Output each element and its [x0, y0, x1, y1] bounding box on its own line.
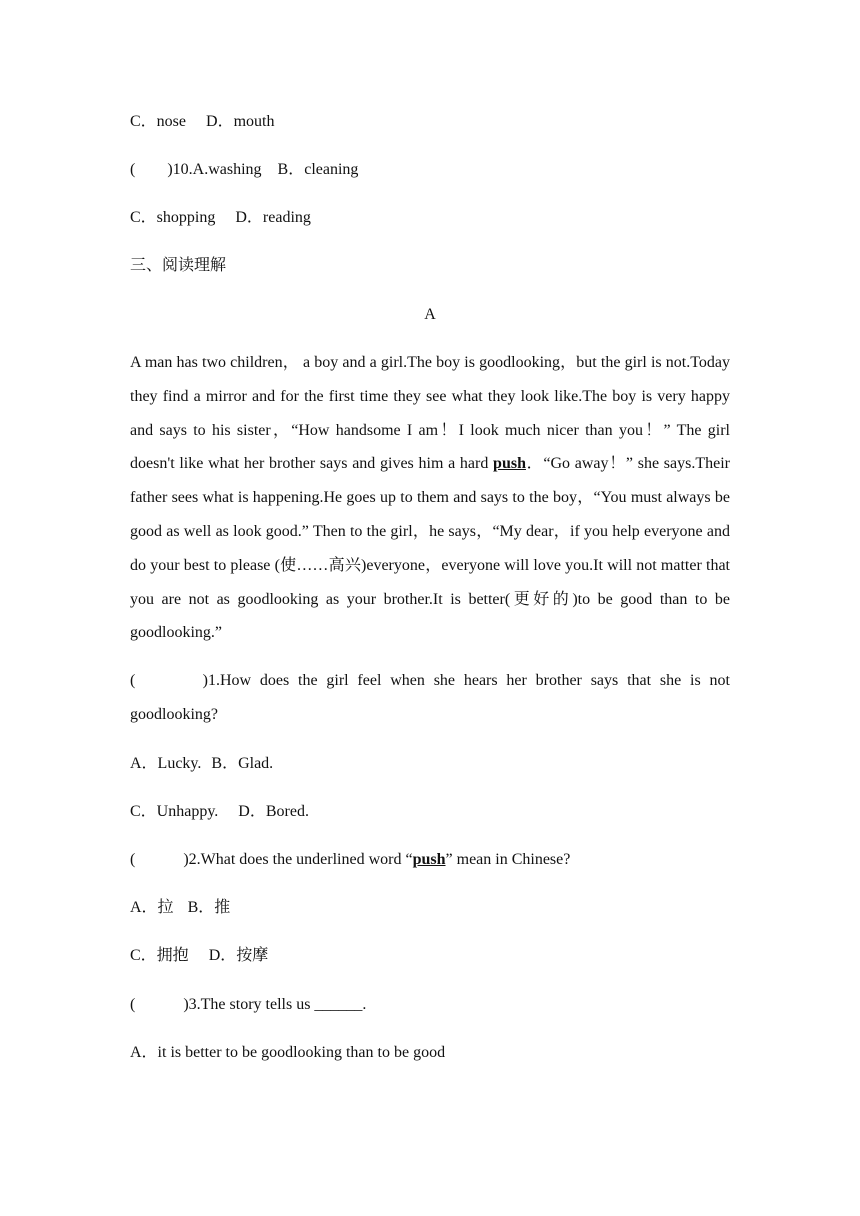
passage-label: A	[424, 306, 436, 323]
option-d: D．reading	[235, 209, 311, 226]
q10-options-cd	[130, 208, 311, 228]
underlined-word: push	[412, 851, 446, 868]
passage-part-1: A man has two children， a boy and a girl.The boy is goodlooking，but the girl is not.Today they find a mirror and for the first time they see what they look like.The boy is very happy and says to his sister，“How handsome I am！I look much nicer than you！” The girl doesn't like what her brother says and gives him a hard	[130, 354, 730, 473]
q1-options-ab	[130, 754, 273, 774]
option-d: D．Bored.	[238, 803, 309, 820]
question-2-stem-before: ( )2.What does the underlined word “	[130, 851, 413, 868]
q2-options-ab	[130, 898, 230, 918]
option-c: C．shopping	[130, 209, 216, 226]
option-c: C．Unhappy.	[130, 803, 219, 820]
option-d: D．按摩	[208, 947, 269, 964]
option-c: C．拥抱	[130, 947, 189, 964]
section-heading: 三、阅读理解	[130, 257, 227, 274]
question-10	[130, 160, 358, 180]
option-b: B．推	[187, 899, 231, 916]
option-b: B．Glad.	[211, 755, 274, 772]
underlined-word: push	[493, 455, 526, 473]
question-2-stem	[130, 850, 570, 870]
question-2-stem-after: ” mean in Chinese?	[445, 851, 571, 868]
option-b: B．cleaning	[277, 161, 359, 178]
q9-options-cd	[130, 112, 274, 132]
q2-options-cd	[130, 946, 268, 966]
option-d: D．mouth	[206, 113, 275, 130]
q1-options-cd	[130, 802, 309, 822]
reading-passage	[130, 346, 730, 650]
question-10-stem: ( )10.A.washing	[130, 161, 262, 178]
question-3-stem: ( )3.The story tells us ______.	[130, 996, 367, 1013]
option-a: A．拉	[130, 899, 174, 916]
option-a: A．Lucky.	[130, 755, 202, 772]
question-1-stem: ( )1.How does the girl feel when she hears her brother says that she is not goodlooking?	[130, 672, 730, 723]
option-c: C．nose	[130, 113, 187, 130]
q3-option-a: A．it is better to be goodlooking than to be good	[130, 1044, 446, 1061]
passage-part-2: ．“Go away！” she says.Their father sees what is happening.He goes up to them and says to the boy，“You must always be good as well as look good.” Then to the girl，he says，“My dear，if you help everyone and do your best to please (使……高兴)everyone，everyone will love you.It will not matter that you are not as goodlooking as your brother.It is better(更好的)to be good than to be goodlooking.”	[130, 455, 731, 642]
